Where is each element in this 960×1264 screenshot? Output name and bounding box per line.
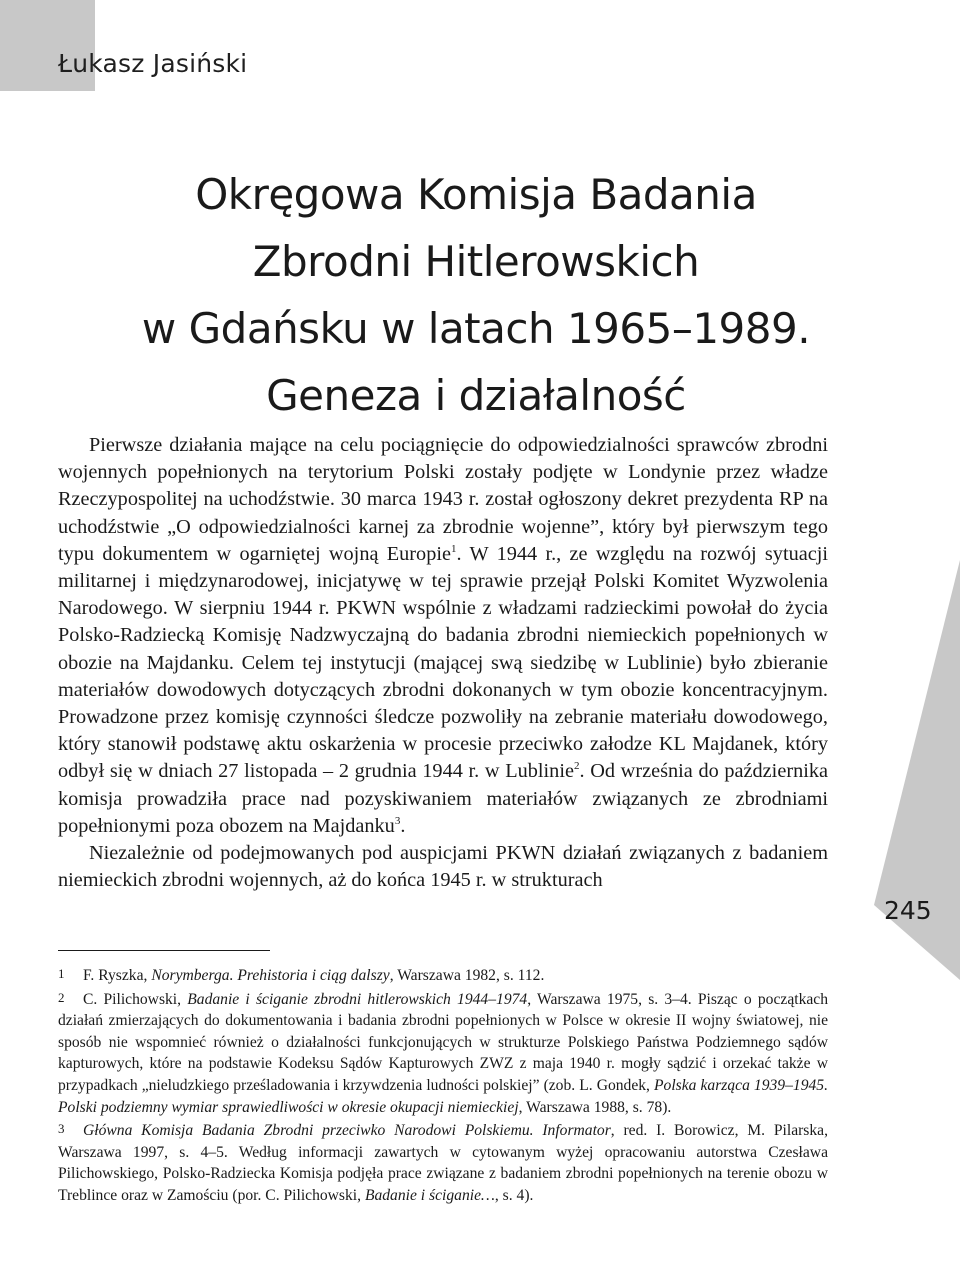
footnote-text: F. Ryszka, (83, 967, 152, 984)
author-name: Łukasz Jasiński (58, 49, 248, 78)
footnote-text: C. Pilichowski, (83, 990, 188, 1008)
footnote-number: 3 (58, 1121, 65, 1137)
footnote-2 (58, 987, 828, 1119)
footnote-ref-1: 1 (450, 543, 457, 556)
footnote-text: , s. 4). (494, 1186, 534, 1204)
title-line-4: Geneza i działalność (266, 371, 686, 420)
footnote-text: , Warszawa 1982, s. 112. (389, 967, 545, 984)
footnote-text: , red. I. Borowicz, M. Pilarska, Warszawa 1997, s. 4–5. Według informacji zawartych w cytowanym wyżej opracowaniu autorstwa Czesława Pilichowskiego, Polsko-Radziecka Komisja podjęła prace związane z badaniem zbrodni popełnionych na terenie obozu w Treblince oraz w Zamościu (por. C. Pilichowski, (58, 1122, 828, 1204)
article-title (58, 161, 894, 429)
footnote-1 (58, 963, 828, 987)
footnote-title: Badanie i ściganie zbrodni hitlerowskich 1944–1974 (187, 990, 528, 1008)
title-line-2: Zbrodni Hitlerowskich (252, 237, 700, 286)
title-line-3: w Gdańsku w latach 1965–1989. (141, 304, 811, 353)
body-text-segment: . (400, 814, 406, 837)
footnote-separator (58, 950, 270, 951)
page-number: 245 (884, 896, 932, 925)
footnotes (58, 963, 828, 1207)
title-line-1: Okręgowa Komisja Badania (195, 170, 757, 219)
footnote-title: Główna Komisja Badania Zbrodni przeciwko Narodowi Polskiemu. Informator (83, 1122, 611, 1140)
body-paragraph-2: Niezależnie od podejmowanych pod auspicjami PKWN działań związanych z badaniem niemieckich zbrodni wojennych, aż do końca 1945 r. w strukturach (58, 842, 828, 892)
body-text-segment: . Od września do października komisja prowadziła prace nad pozyskiwaniem materiałów związanych ze zbrodniami popełnionymi poza obozem na Majdanku (58, 760, 828, 837)
body-text-segment: Pierwsze działania mające na celu pociągnięcie do odpowiedzialności sprawców zbrodni wojennych popełnionych na terytorium Polski zostały podjęte w Londynie przez władze Rzeczypospolitej na uchodźstwie. 30 marca 1943 r. został ogłoszony dekret prezydenta RP na uchodźstwie „O odpowiedzialności karnej za zbrodnie wojenne”, który był pierwszym tego typu dokumentem w ogarniętej wojną Europie (58, 434, 828, 565)
article-body (58, 432, 828, 894)
footnote-title: Norymberga. Prehistoria i ciąg dalszy (151, 967, 390, 984)
footnote-title: Polska karząca 1939–1945. Polski podziemny wymiar sprawiedliwości w okresie okupacji niemieckiej (58, 1076, 828, 1116)
body-paragraph-1 (58, 432, 828, 840)
footnote-text: , Warszawa 1988, s. 78). (518, 1098, 672, 1116)
body-text-segment: . W 1944 r., ze względu na rozwój sytuacji militarnej i międzynarodowej, inicjatywę w tej sprawie przejął Polski Komitet Wyzwolenia Narodowego. W sierpniu 1944 r. PKWN wspólnie z władzami radzieckimi powołał do życia Polsko-Radziecką Komisję Nadzwyczajną do badania zbrodni niemieckich popełnionych w obozie na Majdanku. Celem tej instytucji (mającej swą siedzibę w Lublinie) było zbieranie materiałów dowodowych dotyczących zbrodni dokonanych w tym obozie koncentracyjnym. Prowadzone przez komisję czynności śledcze pozwoliły na zebranie materiału dowodowego, który stanowił podstawę aktu oskarżenia w procesie przeciwko załodze KL Majdanek, który odbył się w dniach 27 listopada – 2 grudnia 1944 r. w Lublinie (58, 542, 828, 783)
footnote-title: Badanie i ściganie… (364, 1186, 495, 1204)
footnote-number: 1 (58, 966, 65, 981)
footnote-text: , Warszawa 1975, s. 3–4. Pisząc o początkach działań zmierzających do dokumentowania i badania zbrodni popełnionych w Polsce w okresie II wojny światowej, nie sposób nie wspomnieć również o działalności funkcjonujących w strukturze Polskiego Państwa Podziemnego sądów kapturowych, które na podstawie Kodeksu Sądów Kapturowych ZWZ z maja 1940 r. mogły sądzić i orzekać także w przypadkach „nieludzkiego prześladowania i krzywdzenia ludności polskiej” (zob. L. Gondek, (58, 990, 829, 1094)
footnote-3 (58, 1118, 828, 1206)
footnote-ref-3: 3 (394, 815, 401, 828)
footnote-ref-2: 2 (573, 760, 580, 773)
footnote-number: 2 (58, 989, 65, 1005)
